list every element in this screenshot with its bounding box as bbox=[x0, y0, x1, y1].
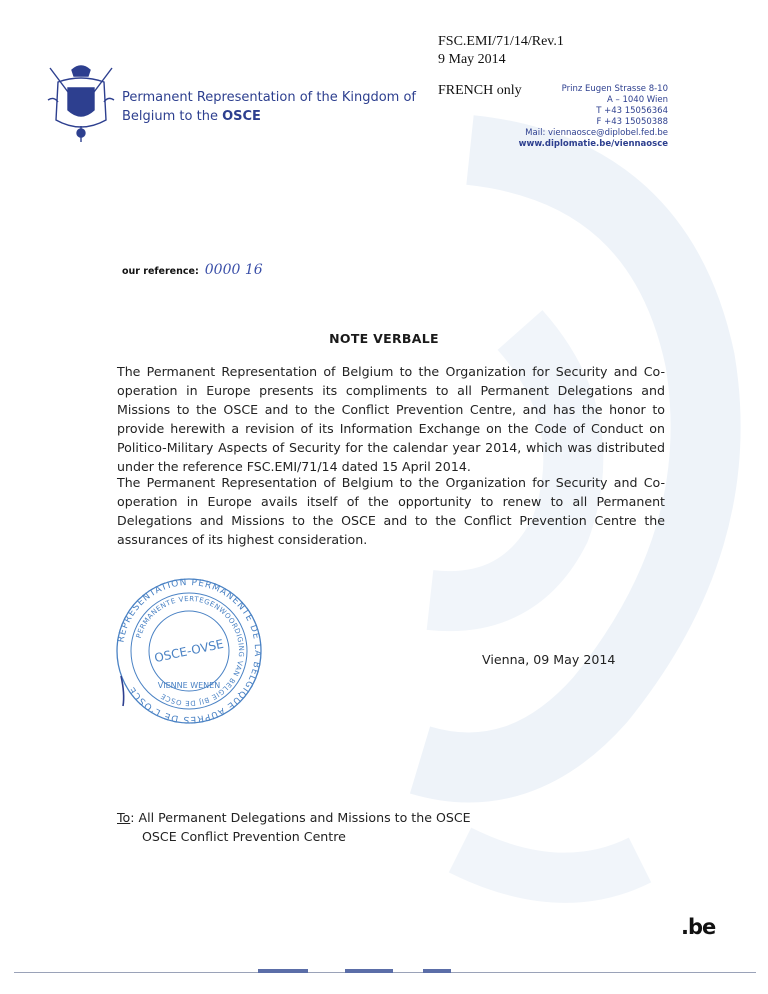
recipient-line-1 bbox=[117, 808, 471, 827]
footer-rule-mark bbox=[423, 969, 451, 973]
body-paragraph-2: The Permanent Representation of Belgium to the Organization for Security and Co-operation in Europe avails itself of the opportunity to renew to all Permanent Delegations and Missions to the OSCE and to the Conflict Prevention Centre the assurances of its highest consideration. bbox=[117, 475, 665, 547]
recipient-1: : All Permanent Delegations and Missions to the OSCE bbox=[130, 810, 471, 825]
document-code: FSC.EMI/71/14/Rev.1 bbox=[438, 34, 564, 49]
recipients-block bbox=[117, 808, 471, 846]
address-mail: Mail: viennaosce@diplobel.fed.be bbox=[525, 128, 668, 138]
address-fax: F +43 15050388 bbox=[596, 117, 668, 127]
sender-line-1: Permanent Representation of the Kingdom of bbox=[122, 90, 416, 105]
sender-line-2 bbox=[122, 107, 416, 126]
document-reference bbox=[438, 33, 564, 69]
belgian-coat-of-arms-icon bbox=[44, 60, 118, 144]
body-paragraph-1: The Permanent Representation of Belgium to the Organization for Security and Co-operation in Europe presents its compliments to all Permanent Delegations and Missions to the OSCE and to the Conflict Prevention Centre, and has the honor to provide herewith a revision of its Information Exchange on the Code of Conduct on Politico-Military Aspects of Security for the calendar year 2014, which was distributed under the reference FSC.EMI/71/14 dated 15 April 2014. bbox=[117, 364, 665, 474]
footer-rule-mark bbox=[345, 969, 393, 973]
our-reference bbox=[122, 262, 263, 278]
address-block bbox=[519, 84, 668, 150]
sender-block bbox=[122, 88, 416, 126]
address-street: Prinz Eugen Strasse 8-10 bbox=[561, 84, 668, 94]
stamp-bottom-text: VIENNE WENEN bbox=[157, 681, 221, 690]
stamp-inner-text: PERMANENTE VERTEGENWOORDIGING VAN BELGIE BIJ DE OSCE bbox=[134, 594, 246, 708]
sender-org: OSCE bbox=[222, 109, 261, 124]
recipient-2: OSCE Conflict Prevention Centre bbox=[142, 829, 346, 844]
sender-line-2-prefix: Belgium to the bbox=[122, 109, 223, 124]
stamp-outer-text: REPRESENTATION PERMANENTE DE LA BELGIQUE AUPRES DE L'OSCE bbox=[116, 577, 263, 725]
stamp-center-text: OSCE-OVSE bbox=[153, 636, 225, 666]
document-date: 9 May 2014 bbox=[438, 52, 506, 67]
address-website: www.diplomatie.be/viennaosce bbox=[518, 139, 668, 149]
address-city: A – 1040 Wien bbox=[607, 95, 668, 105]
footer-rule-mark bbox=[258, 969, 308, 973]
address-phone: T +43 15056364 bbox=[596, 106, 668, 116]
reference-label: our reference: bbox=[122, 266, 199, 277]
reference-number: 0000 16 bbox=[204, 262, 263, 278]
be-logo: .be bbox=[681, 915, 716, 939]
language-note: FRENCH only bbox=[438, 83, 522, 98]
note-verbale-heading: NOTE VERBALE bbox=[329, 331, 439, 346]
official-stamp bbox=[113, 576, 265, 726]
place-and-date: Vienna, 09 May 2014 bbox=[482, 652, 616, 667]
to-label: To bbox=[117, 810, 131, 825]
